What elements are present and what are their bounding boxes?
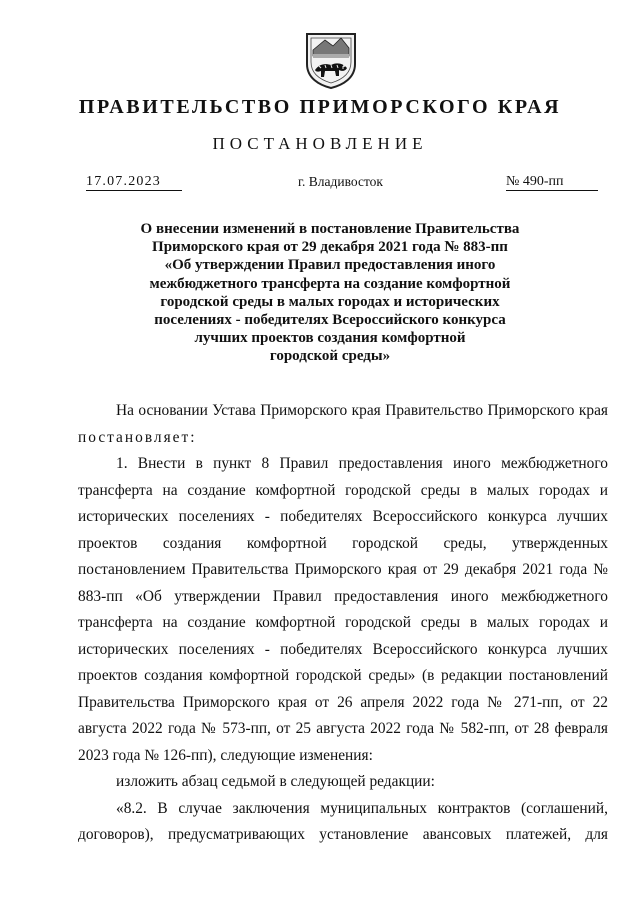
document-type: ПОСТАНОВЛЕНИЕ — [212, 134, 428, 153]
instruction-paragraph: изложить абзац седьмой в следующей редакции: — [116, 773, 435, 790]
preamble-paragraph — [78, 398, 608, 451]
document-date: 17.07.2023 — [86, 174, 182, 191]
title-line: городской среды в малых городах и исторических — [160, 293, 500, 310]
title-line: лучших проектов создания комфортной — [194, 330, 466, 347]
document-number: № 490-пп — [506, 174, 598, 191]
document-body — [78, 398, 608, 849]
title-line: межбюджетного трансферта на создание комфортной — [149, 275, 511, 292]
quoted-paragraph: «8.2. В случае заключения муниципальных контрактов (соглашений, договоров), предусматривающих установление авансовых платежей, для — [78, 799, 608, 843]
preamble-text: На основании Устава Приморского края Правительство Приморского края — [116, 402, 608, 419]
document-city: г. Владивосток — [298, 174, 383, 189]
title-line: Приморского края от 29 декабря 2021 года № 883-пп — [152, 239, 508, 256]
title-line: поселениях - победителях Всероссийского конкурса — [154, 312, 506, 329]
title-line: городской среды» — [269, 348, 391, 365]
coat-of-arms-emblem — [303, 30, 359, 90]
title-line: «Об утверждении Правил предоставления иного — [164, 257, 496, 274]
document-title — [140, 220, 520, 366]
preamble-verb: постановляет: — [78, 428, 197, 446]
title-line: О внесении изменений в постановление Правительства — [140, 221, 520, 237]
government-title: ПРАВИТЕЛЬСТВО ПРИМОРСКОГО КРАЯ — [78, 96, 562, 118]
item-1-paragraph: 1. Внести в пункт 8 Правил предоставления иного межбюджетного трансферта на создание комфортной городской среды в малых городах и исторических поселениях - победителях Всероссийского конкурса лучших проектов создания комфортной городской среды, утвержденных постановлением Правительства Приморского края от 29 декабря 2021 года № 883-пп «Об утверждении Правил предоставления иного межбюджетного трансферта на создание комфортной городской среды в малых городах и исторических поселениях - победителях Всероссийского конкурса лучших проектов создания комфортной городской среды» (в редакции постановлений Правительства Приморского края от 26 апреля 2022 года № 271-пп, от 22 августа 2022 года № 573-пп, от 25 августа 2022 года № 582-пп, от 28 февраля 2023 года № 126-пп), следующие изменения: — [78, 455, 608, 764]
